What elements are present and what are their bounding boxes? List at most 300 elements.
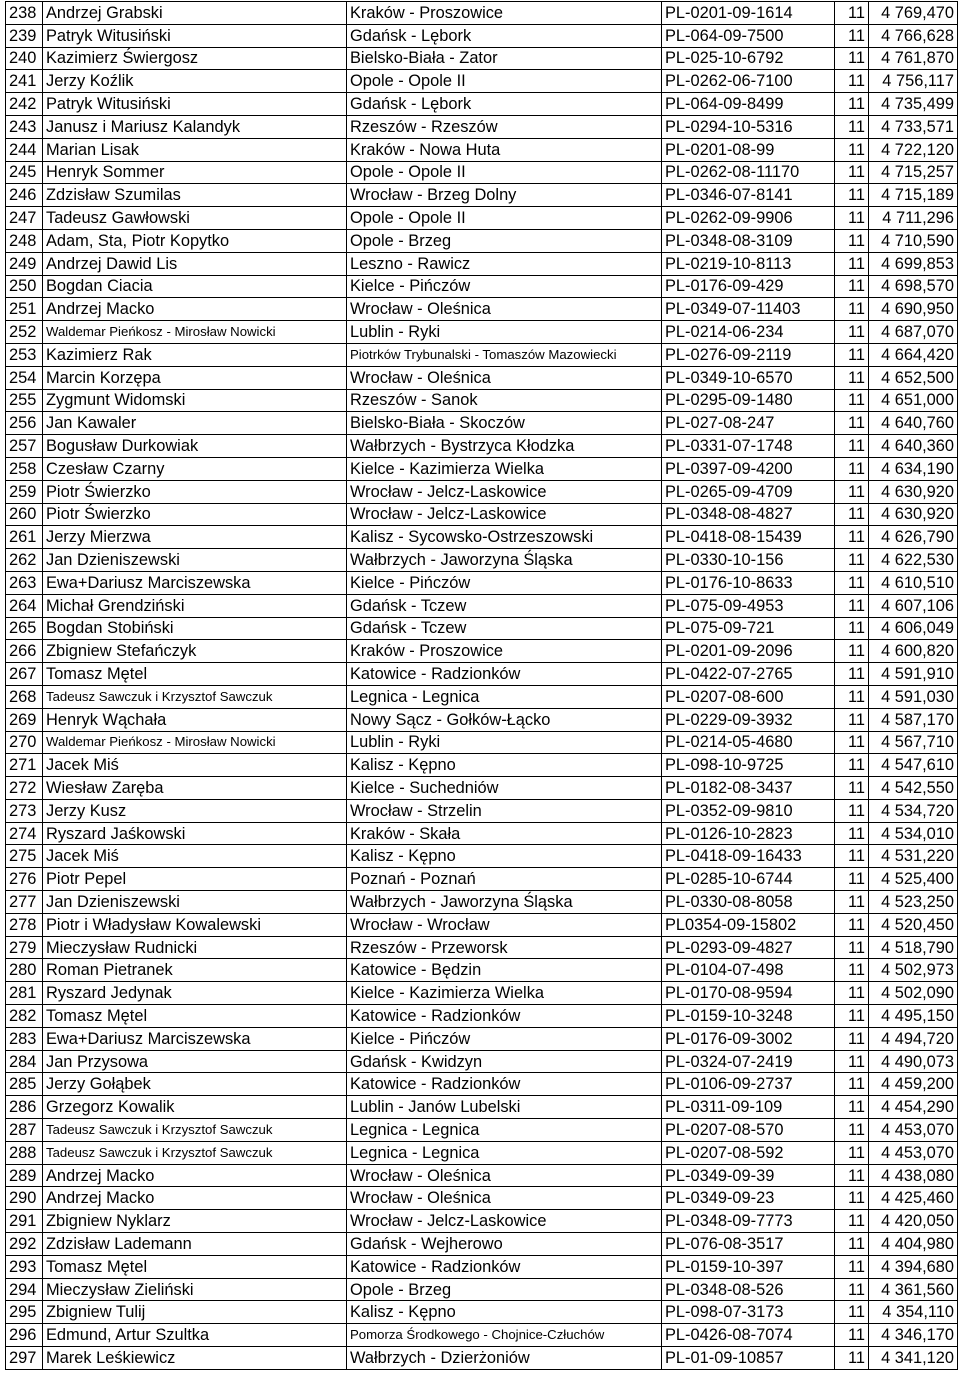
section-branch-cell: Wrocław - Jelcz-Laskowice (347, 1210, 662, 1233)
table-row (6, 571, 958, 594)
score-cell: 4 531,220 (869, 845, 958, 868)
score-cell: 4 630,920 (869, 503, 958, 526)
count-cell: 11 (835, 138, 869, 161)
count-cell: 11 (835, 229, 869, 252)
ring-number-cell: PL-025-10-6792 (662, 47, 835, 70)
section-branch-cell: Gdańsk - Wejherowo (347, 1233, 662, 1256)
table-row (6, 777, 958, 800)
rank-cell: 242 (6, 93, 43, 116)
rank-cell: 257 (6, 435, 43, 458)
ring-number-cell: PL-0182-08-3437 (662, 777, 835, 800)
table-row (6, 412, 958, 435)
section-branch-cell: Katowice - Radzionków (347, 1005, 662, 1028)
rank-cell: 291 (6, 1210, 43, 1233)
table-row (6, 822, 958, 845)
count-cell: 11 (835, 1073, 869, 1096)
ring-number-cell: PL-0176-10-8633 (662, 571, 835, 594)
fancier-name-cell: Waldemar Pieńkosz - Mirosław Nowicki (43, 731, 347, 754)
ring-number-cell: PL-0214-06-234 (662, 321, 835, 344)
ring-number-cell: PL-076-08-3517 (662, 1233, 835, 1256)
table-row (6, 1255, 958, 1278)
rank-cell: 271 (6, 754, 43, 777)
fancier-name-cell: Bogusław Durkowiak (43, 435, 347, 458)
ring-number-cell: PL-0295-09-1480 (662, 389, 835, 412)
score-cell: 4 756,117 (869, 70, 958, 93)
score-cell: 4 346,170 (869, 1324, 958, 1347)
table-row (6, 913, 958, 936)
section-branch-cell: Leszno - Rawicz (347, 252, 662, 275)
ring-number-cell: PL-0262-06-7100 (662, 70, 835, 93)
table-row (6, 663, 958, 686)
table-row (6, 343, 958, 366)
count-cell: 11 (835, 594, 869, 617)
rank-cell: 280 (6, 959, 43, 982)
count-cell: 11 (835, 891, 869, 914)
ring-number-cell: PL-0262-08-11170 (662, 161, 835, 184)
count-cell: 11 (835, 754, 869, 777)
ring-number-cell: PL-027-08-247 (662, 412, 835, 435)
rank-cell: 255 (6, 389, 43, 412)
count-cell: 11 (835, 93, 869, 116)
rank-cell: 275 (6, 845, 43, 868)
count-cell: 11 (835, 1233, 869, 1256)
ring-number-cell: PL-0293-09-4827 (662, 936, 835, 959)
ring-number-cell: PL-0201-09-2096 (662, 640, 835, 663)
table-row (6, 731, 958, 754)
score-cell: 4 587,170 (869, 708, 958, 731)
rank-cell: 294 (6, 1278, 43, 1301)
count-cell: 11 (835, 480, 869, 503)
table-row (6, 526, 958, 549)
table-row (6, 389, 958, 412)
rank-cell: 251 (6, 298, 43, 321)
count-cell: 11 (835, 526, 869, 549)
score-cell: 4 606,049 (869, 617, 958, 640)
fancier-name-cell: Bogdan Stobiński (43, 617, 347, 640)
section-branch-cell: Opole - Opole II (347, 161, 662, 184)
score-cell: 4 567,710 (869, 731, 958, 754)
fancier-name-cell: Jerzy Gołąbek (43, 1073, 347, 1096)
fancier-name-cell: Zbigniew Nyklarz (43, 1210, 347, 1233)
ring-number-cell: PL-0159-10-397 (662, 1255, 835, 1278)
count-cell: 11 (835, 1096, 869, 1119)
count-cell: 11 (835, 913, 869, 936)
count-cell: 11 (835, 1324, 869, 1347)
ring-number-cell: PL-0106-09-2737 (662, 1073, 835, 1096)
rank-cell: 274 (6, 822, 43, 845)
section-branch-cell: Wrocław - Brzeg Dolny (347, 184, 662, 207)
fancier-name-cell: Piotr i Władysław Kowalewski (43, 913, 347, 936)
score-cell: 4 651,000 (869, 389, 958, 412)
count-cell: 11 (835, 1050, 869, 1073)
section-branch-cell: Gdańsk - Tczew (347, 594, 662, 617)
count-cell: 11 (835, 845, 869, 868)
rank-cell: 245 (6, 161, 43, 184)
rank-cell: 284 (6, 1050, 43, 1073)
rank-cell: 293 (6, 1255, 43, 1278)
ring-number-cell: PL-0324-07-2419 (662, 1050, 835, 1073)
ring-number-cell: PL-0159-10-3248 (662, 1005, 835, 1028)
score-cell: 4 404,980 (869, 1233, 958, 1256)
section-branch-cell: Wałbrzych - Bystrzyca Kłodzka (347, 435, 662, 458)
table-row (6, 457, 958, 480)
section-branch-cell: Katowice - Będzin (347, 959, 662, 982)
score-cell: 4 687,070 (869, 321, 958, 344)
count-cell: 11 (835, 799, 869, 822)
table-row (6, 115, 958, 138)
section-branch-cell: Rzeszów - Przeworsk (347, 936, 662, 959)
count-cell: 11 (835, 503, 869, 526)
section-branch-cell: Kielce - Suchedniów (347, 777, 662, 800)
ring-number-cell: PL-0349-10-6570 (662, 366, 835, 389)
section-branch-cell: Kraków - Proszowice (347, 2, 662, 25)
fancier-name-cell: Patryk Witusiński (43, 93, 347, 116)
score-cell: 4 354,110 (869, 1301, 958, 1324)
count-cell: 11 (835, 1005, 869, 1028)
count-cell: 11 (835, 822, 869, 845)
section-branch-cell: Wrocław - Oleśnica (347, 298, 662, 321)
section-branch-cell: Kalisz - Kępno (347, 754, 662, 777)
fancier-name-cell: Jerzy Mierzwa (43, 526, 347, 549)
table-row (6, 93, 958, 116)
score-cell: 4 715,257 (869, 161, 958, 184)
count-cell: 11 (835, 435, 869, 458)
section-branch-cell: Kalisz - Sycowsko-Ostrzeszowski (347, 526, 662, 549)
table-row (6, 1301, 958, 1324)
rank-cell: 241 (6, 70, 43, 93)
fancier-name-cell: Jerzy Kusz (43, 799, 347, 822)
score-cell: 4 490,073 (869, 1050, 958, 1073)
section-branch-cell: Legnica - Legnica (347, 685, 662, 708)
table-row (6, 845, 958, 868)
fancier-name-cell: Jacek Miś (43, 845, 347, 868)
ring-number-cell: PL-064-09-7500 (662, 24, 835, 47)
rank-cell: 240 (6, 47, 43, 70)
fancier-name-cell: Czesław Czarny (43, 457, 347, 480)
section-branch-cell: Piotrków Trybunalski - Tomaszów Mazowiecki (347, 343, 662, 366)
rank-cell: 248 (6, 229, 43, 252)
section-branch-cell: Wrocław - Oleśnica (347, 1164, 662, 1187)
table-row (6, 799, 958, 822)
results-table (5, 1, 958, 1370)
fancier-name-cell: Zbigniew Stefańczyk (43, 640, 347, 663)
score-cell: 4 698,570 (869, 275, 958, 298)
score-cell: 4 634,190 (869, 457, 958, 480)
table-row (6, 252, 958, 275)
rank-cell: 278 (6, 913, 43, 936)
rank-cell: 277 (6, 891, 43, 914)
score-cell: 4 769,470 (869, 2, 958, 25)
rank-cell: 260 (6, 503, 43, 526)
ring-number-cell: PL-0126-10-2823 (662, 822, 835, 845)
section-branch-cell: Kielce - Pińczów (347, 275, 662, 298)
section-branch-cell: Lublin - Janów Lubelski (347, 1096, 662, 1119)
score-cell: 4 438,080 (869, 1164, 958, 1187)
rank-cell: 258 (6, 457, 43, 480)
score-cell: 4 664,420 (869, 343, 958, 366)
fancier-name-cell: Henryk Sommer (43, 161, 347, 184)
ring-number-cell: PL-0294-10-5316 (662, 115, 835, 138)
rank-cell: 269 (6, 708, 43, 731)
score-cell: 4 425,460 (869, 1187, 958, 1210)
section-branch-cell: Rzeszów - Rzeszów (347, 115, 662, 138)
section-branch-cell: Wrocław - Wrocław (347, 913, 662, 936)
fancier-name-cell: Zygmunt Widomski (43, 389, 347, 412)
count-cell: 11 (835, 457, 869, 480)
ring-number-cell: PL-0349-09-23 (662, 1187, 835, 1210)
fancier-name-cell: Andrzej Grabski (43, 2, 347, 25)
section-branch-cell: Wałbrzych - Jaworzyna Śląska (347, 891, 662, 914)
count-cell: 11 (835, 936, 869, 959)
ring-number-cell: PL-098-07-3173 (662, 1301, 835, 1324)
count-cell: 11 (835, 777, 869, 800)
table-row (6, 1005, 958, 1028)
count-cell: 11 (835, 389, 869, 412)
fancier-name-cell: Piotr Pepel (43, 868, 347, 891)
score-cell: 4 607,106 (869, 594, 958, 617)
rank-cell: 252 (6, 321, 43, 344)
score-cell: 4 518,790 (869, 936, 958, 959)
fancier-name-cell: Andrzej Macko (43, 1164, 347, 1187)
section-branch-cell: Wrocław - Oleśnica (347, 366, 662, 389)
table-row (6, 1141, 958, 1164)
table-row (6, 1164, 958, 1187)
section-branch-cell: Kraków - Proszowice (347, 640, 662, 663)
table-row (6, 1119, 958, 1142)
fancier-name-cell: Andrzej Dawid Lis (43, 252, 347, 275)
results-table-body (6, 2, 958, 1370)
count-cell: 11 (835, 959, 869, 982)
count-cell: 11 (835, 24, 869, 47)
ring-number-cell: PL-075-09-4953 (662, 594, 835, 617)
score-cell: 4 735,499 (869, 93, 958, 116)
ring-number-cell: PL-0104-07-498 (662, 959, 835, 982)
count-cell: 11 (835, 2, 869, 25)
fancier-name-cell: Bogdan Ciacia (43, 275, 347, 298)
count-cell: 11 (835, 412, 869, 435)
section-branch-cell: Gdańsk - Tczew (347, 617, 662, 640)
section-branch-cell: Opole - Opole II (347, 207, 662, 230)
rank-cell: 244 (6, 138, 43, 161)
score-cell: 4 766,628 (869, 24, 958, 47)
count-cell: 11 (835, 252, 869, 275)
table-row (6, 321, 958, 344)
score-cell: 4 453,070 (869, 1119, 958, 1142)
ring-number-cell: PL-098-10-9725 (662, 754, 835, 777)
count-cell: 11 (835, 1141, 869, 1164)
count-cell: 11 (835, 640, 869, 663)
ring-number-cell: PL-0207-08-592 (662, 1141, 835, 1164)
rank-cell: 256 (6, 412, 43, 435)
fancier-name-cell: Marek Leśkiewicz (43, 1347, 347, 1370)
table-row (6, 435, 958, 458)
section-branch-cell: Legnica - Legnica (347, 1119, 662, 1142)
section-branch-cell: Gdańsk - Lębork (347, 24, 662, 47)
rank-cell: 276 (6, 868, 43, 891)
fancier-name-cell: Adam, Sta, Piotr Kopytko (43, 229, 347, 252)
score-cell: 4 591,030 (869, 685, 958, 708)
table-row (6, 1073, 958, 1096)
ring-number-cell: PL-0346-07-8141 (662, 184, 835, 207)
table-row (6, 1233, 958, 1256)
table-row (6, 982, 958, 1005)
rank-cell: 286 (6, 1096, 43, 1119)
rank-cell: 253 (6, 343, 43, 366)
fancier-name-cell: Kazimierz Rak (43, 343, 347, 366)
ring-number-cell: PL-0397-09-4200 (662, 457, 835, 480)
rank-cell: 273 (6, 799, 43, 822)
section-branch-cell: Opole - Opole II (347, 70, 662, 93)
section-branch-cell: Kraków - Nowa Huta (347, 138, 662, 161)
score-cell: 4 502,973 (869, 959, 958, 982)
rank-cell: 268 (6, 685, 43, 708)
section-branch-cell: Wrocław - Jelcz-Laskowice (347, 480, 662, 503)
count-cell: 11 (835, 1347, 869, 1370)
ring-number-cell: PL-0331-07-1748 (662, 435, 835, 458)
ring-number-cell: PL-0348-08-3109 (662, 229, 835, 252)
ring-number-cell: PL-0426-08-7074 (662, 1324, 835, 1347)
ring-number-cell: PL-0276-09-2119 (662, 343, 835, 366)
score-cell: 4 520,450 (869, 913, 958, 936)
table-row (6, 936, 958, 959)
table-row (6, 1278, 958, 1301)
fancier-name-cell: Roman Pietranek (43, 959, 347, 982)
rank-cell: 239 (6, 24, 43, 47)
score-cell: 4 494,720 (869, 1027, 958, 1050)
score-cell: 4 610,510 (869, 571, 958, 594)
rank-cell: 296 (6, 1324, 43, 1347)
rank-cell: 246 (6, 184, 43, 207)
ring-number-cell: PL-0348-08-4827 (662, 503, 835, 526)
rank-cell: 289 (6, 1164, 43, 1187)
fancier-name-cell: Piotr Świerzko (43, 503, 347, 526)
table-row (6, 366, 958, 389)
rank-cell: 254 (6, 366, 43, 389)
count-cell: 11 (835, 663, 869, 686)
table-row (6, 503, 958, 526)
ring-number-cell: PL-0422-07-2765 (662, 663, 835, 686)
table-row (6, 207, 958, 230)
count-cell: 11 (835, 366, 869, 389)
section-branch-cell: Wrocław - Oleśnica (347, 1187, 662, 1210)
section-branch-cell: Gdańsk - Kwidzyn (347, 1050, 662, 1073)
count-cell: 11 (835, 47, 869, 70)
fancier-name-cell: Janusz i Mariusz Kalandyk (43, 115, 347, 138)
rank-cell: 243 (6, 115, 43, 138)
fancier-name-cell: Jan Dzieniszewski (43, 549, 347, 572)
count-cell: 11 (835, 549, 869, 572)
rank-cell: 287 (6, 1119, 43, 1142)
score-cell: 4 652,500 (869, 366, 958, 389)
count-cell: 11 (835, 571, 869, 594)
fancier-name-cell: Jerzy Koźlik (43, 70, 347, 93)
fancier-name-cell: Jan Przysowa (43, 1050, 347, 1073)
section-branch-cell: Wałbrzych - Jaworzyna Śląska (347, 549, 662, 572)
fancier-name-cell: Tadeusz Sawczuk i Krzysztof Sawczuk (43, 1141, 347, 1164)
fancier-name-cell: Edmund, Artur Szultka (43, 1324, 347, 1347)
count-cell: 11 (835, 161, 869, 184)
ring-number-cell: PL-0214-05-4680 (662, 731, 835, 754)
section-branch-cell: Legnica - Legnica (347, 1141, 662, 1164)
table-row (6, 1027, 958, 1050)
table-row (6, 891, 958, 914)
section-branch-cell: Lublin - Ryki (347, 321, 662, 344)
table-row (6, 70, 958, 93)
fancier-name-cell: Jacek Miś (43, 754, 347, 777)
fancier-name-cell: Mieczysław Rudnicki (43, 936, 347, 959)
ring-number-cell: PL-064-09-8499 (662, 93, 835, 116)
score-cell: 4 761,870 (869, 47, 958, 70)
score-cell: 4 459,200 (869, 1073, 958, 1096)
section-branch-cell: Kielce - Pińczów (347, 1027, 662, 1050)
table-row (6, 47, 958, 70)
score-cell: 4 341,120 (869, 1347, 958, 1370)
section-branch-cell: Kraków - Skała (347, 822, 662, 845)
ring-number-cell: PL-0229-09-3932 (662, 708, 835, 731)
score-cell: 4 710,590 (869, 229, 958, 252)
table-row (6, 480, 958, 503)
fancier-name-cell: Tomasz Mętel (43, 663, 347, 686)
score-cell: 4 640,760 (869, 412, 958, 435)
rank-cell: 288 (6, 1141, 43, 1164)
fancier-name-cell: Tomasz Mętel (43, 1005, 347, 1028)
table-row (6, 959, 958, 982)
table-row (6, 594, 958, 617)
count-cell: 11 (835, 1255, 869, 1278)
rank-cell: 238 (6, 2, 43, 25)
count-cell: 11 (835, 982, 869, 1005)
rank-cell: 290 (6, 1187, 43, 1210)
count-cell: 11 (835, 1027, 869, 1050)
ring-number-cell: PL-075-09-721 (662, 617, 835, 640)
table-row (6, 298, 958, 321)
count-cell: 11 (835, 685, 869, 708)
table-row (6, 1324, 958, 1347)
table-row (6, 1050, 958, 1073)
rank-cell: 261 (6, 526, 43, 549)
count-cell: 11 (835, 1301, 869, 1324)
score-cell: 4 454,290 (869, 1096, 958, 1119)
fancier-name-cell: Zdzisław Szumilas (43, 184, 347, 207)
table-row (6, 229, 958, 252)
ring-number-cell: PL-0201-09-1614 (662, 2, 835, 25)
count-cell: 11 (835, 343, 869, 366)
fancier-name-cell: Tadeusz Sawczuk i Krzysztof Sawczuk (43, 685, 347, 708)
count-cell: 11 (835, 298, 869, 321)
score-cell: 4 394,680 (869, 1255, 958, 1278)
rank-cell: 279 (6, 936, 43, 959)
fancier-name-cell: Tadeusz Gawłowski (43, 207, 347, 230)
ring-number-cell: PL0354-09-15802 (662, 913, 835, 936)
section-branch-cell: Katowice - Radzionków (347, 1073, 662, 1096)
table-row (6, 1096, 958, 1119)
fancier-name-cell: Mieczysław Zieliński (43, 1278, 347, 1301)
fancier-name-cell: Grzegorz Kowalik (43, 1096, 347, 1119)
score-cell: 4 640,360 (869, 435, 958, 458)
count-cell: 11 (835, 868, 869, 891)
fancier-name-cell: Ryszard Jedynak (43, 982, 347, 1005)
section-branch-cell: Kielce - Kazimierza Wielka (347, 457, 662, 480)
fancier-name-cell: Jan Kawaler (43, 412, 347, 435)
section-branch-cell: Pomorza Środkowego - Chojnice-Człuchów (347, 1324, 662, 1347)
ring-number-cell: PL-0207-08-600 (662, 685, 835, 708)
ring-number-cell: PL-0348-09-7773 (662, 1210, 835, 1233)
count-cell: 11 (835, 321, 869, 344)
score-cell: 4 420,050 (869, 1210, 958, 1233)
ring-number-cell: PL-0330-08-8058 (662, 891, 835, 914)
rank-cell: 263 (6, 571, 43, 594)
ring-number-cell: PL-0176-09-3002 (662, 1027, 835, 1050)
